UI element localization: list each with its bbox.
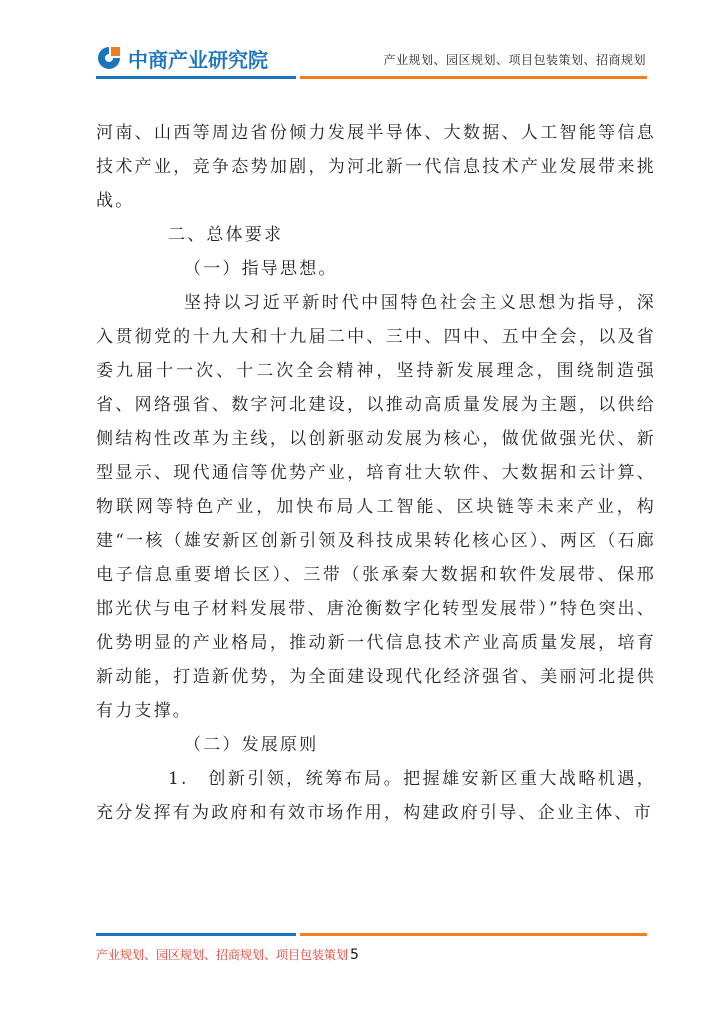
- page-number: 5: [350, 947, 359, 963]
- footer-rule-orange: [300, 933, 647, 936]
- section-heading: 二、总体要求: [168, 225, 284, 245]
- logo-text: 中商产业研究院: [128, 47, 268, 72]
- footer-rule-blue: [96, 933, 296, 936]
- page-footer: [96, 946, 359, 963]
- subsection-heading: （二）发展原则: [184, 735, 319, 755]
- page-header: [0, 0, 724, 90]
- paragraph: 1. 创新引领，统筹布局。把握雄安新区重大战略机遇，充分发挥有为政府和有效市场作用，构建政府引导、企业主体、市: [96, 769, 656, 823]
- header-tagline: 产业规划、园区规划、项目包装策划、招商规划: [383, 53, 646, 67]
- subsection-heading: （一）指导思想。: [184, 259, 338, 279]
- logo-icon: [96, 45, 122, 71]
- paragraph: 河南、山西等周边省份倾力发展半导体、大数据、人工智能等信息技术产业，竞争态势加剧，为河北新一代信息技术产业发展带来挑战。: [96, 123, 656, 211]
- header-rule-blue: [96, 76, 296, 79]
- paragraph: 坚持以习近平新时代中国特色社会主义思想为指导，深入贯彻党的十九大和十九届二中、三中、四中、五中全会，以及省委九届十一次、十二次全会精神，坚持新发展理念，围绕制造强省、网络强省、数字河北建设，以推动高质量发展为主题，以供给侧结构性改革为主线，以创新驱动发展为核心，做优做强光伏、新型显示、现代通信等优势产业，培育壮大软件、大数据和云计算、物联网等特色产业，加快布局人工智能、区块链等未来产业，构建“一核（雄安新区创新引领及科技成果转化核心区）、两区（石廊电子信息重要增长区）、三带（张承秦大数据和软件发展带、保邢邯光伏与电子材料发展带、唐沧衡数字化转型发展带）”特色突出、优势明显的产业格局，推动新一代信息技术产业高质量发展，培育新动能，打造新优势，为全面建设现代化经济强省、美丽河北提供有力支撑。: [96, 293, 656, 721]
- page-body: [96, 116, 656, 830]
- logo: [96, 44, 268, 72]
- footer-tagline: 产业规划、园区规划、招商规划、项目包装策划: [96, 948, 349, 962]
- header-rule-orange: [300, 76, 647, 79]
